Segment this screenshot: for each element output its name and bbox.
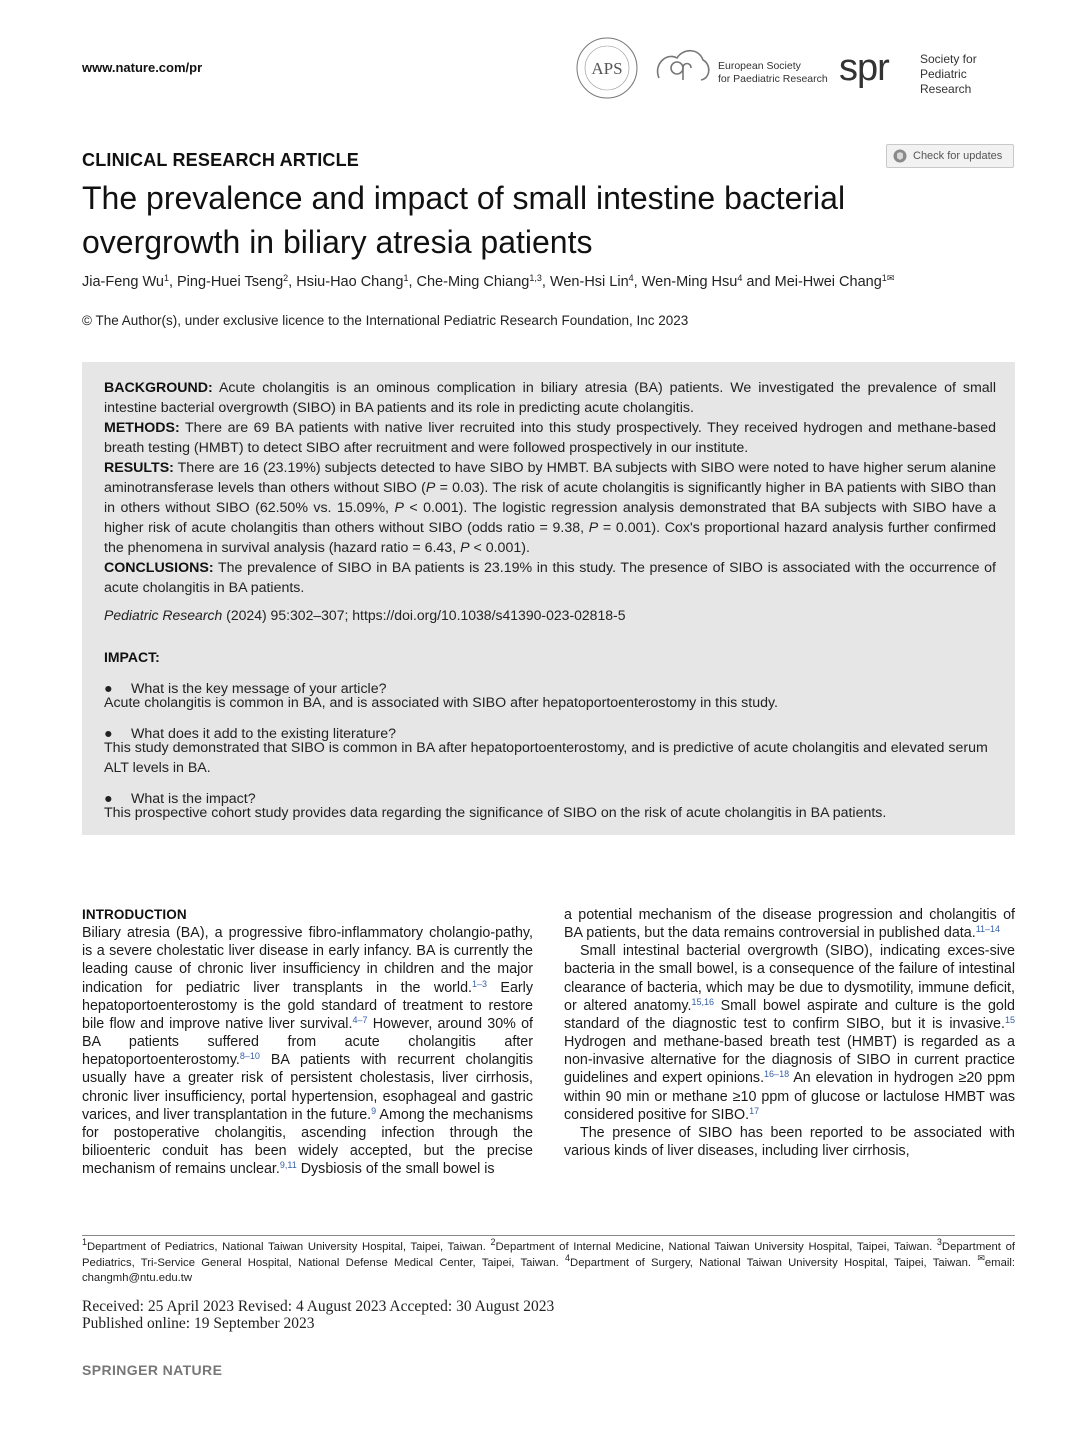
intro-paragraph: a potential mechanism of the disease progression and cholangitis of BA patients, but the data remains controversial in published data.$^{11-14}$ xyxy=(564,907,1015,942)
intro-paragraph: Biliary atresia (BA), a progressive fibro-inflammatory cholangio-pathy, is a severe cholestatic liver disease in early infancy. BA is currently the leading cause of chronic liver insufficiency in children and the major indication for pediatric liver transplants in the world.$^{1-3}$ Early hepatoportoenterostomy is the gold standard of treatment to restore bile flow and improve native liver survival.$^{4-7}$ However, around 30% of BA patients suffered from acute cholangitis after hepatoportoenterostomy.$^{8-10}$ BA patients with recurrent cholangitis usually have a greater risk of persistent cholestasis, liver cirrhosis, chronic liver insufficiency, portal hypertension, esophageal and gastric varices, and liver transplantation in the future.$^9$ Among the mechanisms for postoperative cholangitis, ascending infection through the bilioenteric conduit has been widely accepted, but the precise mechanism of remains unclear.$^{9,11}$ Dysbiosis of the small bowel is xyxy=(82,925,534,1178)
spr-logo xyxy=(839,44,921,90)
methods-text: There are 69 BA patients with native liver recruited into this study prospectively. They received hydrogen and methane-based breath testing (HMBT) to detect SIBO after recruitment and were followed prospectively in our institute. xyxy=(104,420,996,456)
email-icon: ✉ xyxy=(977,1252,985,1263)
body-column-right xyxy=(564,906,1015,1160)
reference-link[interactable]: 16–18 xyxy=(764,1069,790,1080)
publication-dates xyxy=(82,1298,554,1332)
bullet-icon: ● xyxy=(104,726,113,742)
publisher-logo: SPRINGER NATURE xyxy=(82,1362,223,1378)
reference-link[interactable]: 11–14 xyxy=(975,924,1001,935)
results-label: RESULTS: xyxy=(104,460,174,476)
corresponding-email[interactable]: email: changmh@ntu.edu.tw xyxy=(82,1256,1016,1285)
journal-url[interactable]: www.nature.com/pr xyxy=(82,60,203,75)
background-label: BACKGROUND: xyxy=(104,380,213,396)
impact-question: What does it add to the existing literature? xyxy=(131,726,396,742)
impact-question: What is the key message of your article? xyxy=(131,681,387,697)
author-name[interactable]: Hsiu-Hao Chang xyxy=(296,274,404,290)
citation xyxy=(104,607,625,623)
spr-name: Society for Pediatric Research xyxy=(920,52,977,96)
spr-mark-text: spr xyxy=(839,47,889,89)
reference-link[interactable]: 1–3 xyxy=(472,978,488,989)
article-type: CLINICAL RESEARCH ARTICLE xyxy=(82,150,360,170)
espr-name: European Society for Paediatric Research xyxy=(718,60,828,85)
aps-seal-logo xyxy=(575,36,639,100)
intro-paragraph: Small intestinal bacterial overgrowth (SIBO), indicating exces-sive bacteria in the small bowel, is a consequence of the failure of intestinal clearance of bacteria, which may be due to dysmotility, immune deficit, or altered anatomy.$^{15,16}$ Small bowel aspirate and culture is the gold standard of the diagnostic test to confirm SIBO, but it is invasive.$^{15}$ Hydrogen and methane-based breath test (HMBT) is regarded as a non-invasive alternative for the diagnosis of SIBO in current practice guidelines and expert opinions.$^{16-18}$ An elevation in hydrogen ≥20 ppm within 90 min or methane ≥10 ppm of glucose or lactulose HMBT was considered positive for SIBO.$^{17}$ xyxy=(564,943,1015,1123)
impact-question: What is the impact? xyxy=(131,791,256,807)
reference-link[interactable]: 4–7 xyxy=(352,1014,368,1025)
aps-label: APS xyxy=(591,59,623,78)
reference-link[interactable]: 17 xyxy=(749,1105,760,1116)
impact-heading: IMPACT: xyxy=(104,649,160,665)
check-updates-icon xyxy=(893,149,907,163)
section-heading-introduction: INTRODUCTION xyxy=(82,907,187,922)
email-icon[interactable]: ✉ xyxy=(886,273,895,283)
conclusions-text: The prevalence of SIBO in BA patients is 23.19% in this study. The presence of SIBO is associated with the occurrence of acute cholangitis in BA patients. xyxy=(104,560,996,596)
methods-label: METHODS: xyxy=(104,420,180,436)
article-title: The prevalence and impact of small intestine bacterial overgrowth in biliary atresia patients xyxy=(82,180,846,260)
background-text: Acute cholangitis is an ominous complication in biliary atresia (BA) patients. We investigated the prevalence of small intestine bacterial overgrowth (SIBO) in BA patients and its role in predicting acute cholangitis. xyxy=(104,380,996,416)
reference-link[interactable]: 15,16 xyxy=(691,996,714,1007)
impact-answer: This prospective cohort study provides data regarding the significance of SIBO on the risk of acute cholangitis in BA patients. xyxy=(104,805,887,821)
published-online: Published online: 19 September 2023 xyxy=(82,1315,315,1332)
received-revised-accepted: Received: 25 April 2023 Revised: 4 August 2023 Accepted: 30 August 2023 xyxy=(82,1298,555,1315)
impact-item xyxy=(104,789,996,823)
intro-paragraph: The presence of SIBO has been reported to be associated with various kinds of liver diseases, including liver cirrhosis, xyxy=(564,1124,1015,1160)
impact-answer: Acute cholangitis is common in BA, and is associated with SIBO after hepatoportoenterostomy in this study. xyxy=(104,695,778,711)
abstract-box xyxy=(82,362,1015,835)
conclusions-label: CONCLUSIONS: xyxy=(104,560,214,576)
reference-link[interactable]: 8–10 xyxy=(239,1051,260,1062)
check-updates-label: Check for updates xyxy=(913,150,1003,162)
author-name[interactable]: Wen-Hsi Lin xyxy=(549,274,629,290)
author-list: Jia-Feng Wu$^1$, Ping-Huei Tseng$^2$, Hsiu-Hao Chang$^1$, Che-Ming Chiang$^{1,3}$, Wen-Hsi Lin$^4$, Wen-Ming Hsu$^4$ and Mei-Hwei Chang$^{1✉}$ xyxy=(82,273,895,290)
author-name[interactable]: Wen-Ming Hsu xyxy=(641,274,738,290)
bullet-icon: ● xyxy=(104,791,113,807)
espr-logo xyxy=(653,44,713,86)
citation-details[interactable]: (2024) 95:302–307; https://doi.org/10.1038/s41390-023-02818-5 xyxy=(222,607,626,623)
author-name[interactable]: Ping-Huei Tseng xyxy=(177,274,284,290)
bullet-icon: ● xyxy=(104,681,113,697)
copyright-notice: © The Author(s), under exclusive licence to the International Pediatric Research Foundation, Inc 2023 xyxy=(82,313,689,328)
society-logos xyxy=(575,36,1020,102)
check-for-updates-button[interactable] xyxy=(886,144,1014,168)
reference-link[interactable]: 15 xyxy=(1004,1014,1015,1025)
journal-name: Pediatric Research xyxy=(104,607,223,623)
footnote-divider xyxy=(82,1235,1015,1236)
author-name[interactable]: Mei-Hwei Chang xyxy=(774,274,882,290)
abstract-text: BACKGROUND: Acute cholangitis is an ominous complication in biliary atresia (BA) patients. We investigated the prevalence of small intestine bacterial overgrowth (SIBO) in BA patients and its role in predicting acute cholangitis. METHODS: There are 69 BA patients with native liver recruited into this study prospectively. They received hydrogen and methane-based breath testing (HMBT) to detect SIBO after recruitment and were followed prospectively in our institute. RESULTS: There are 16 (23.19%) subjects detected to have SIBO by HMBT. BA subjects with SIBO were noted to have higher serum alanine aminotransferase levels than others without SIBO (P = 0.03). The risk of acute cholangitis is significantly higher in BA patients with SIBO than in others without SIBO (62.50% vs. 15.09%, P < 0.001). The logistic regression analysis demonstrated that BA subjects with SIBO have a higher risk of acute cholangitis than others without SIBO (odds ratio = 9.38, P = 0.001). Cox's proportional hazard analysis further confirmed the phenomena in survival analysis (hazard ratio = 6.43, P < 0.001). CONCLUSIONS: The prevalence of SIBO in BA patients is 23.19% in this study. The presence of SIBO is associated with the occurrence of acute cholangitis in BA patients. xyxy=(104,380,996,596)
impact-answer: This study demonstrated that SIBO is common in BA after hepatoportoenterostomy, and is predictive of acute cholangitis and elevated serum ALT levels in BA. xyxy=(104,740,988,776)
author-name[interactable]: Jia-Feng Wu xyxy=(82,274,164,290)
author-name[interactable]: Che-Ming Chiang xyxy=(416,274,530,290)
affiliations: $^1$Department of Pediatrics, National Taiwan University Hospital, Taipei, Taiwan. $^2$Department of Internal Medicine, National Taiwan University Hospital, Taipei, Taiwan. $^3$Department of Pediatrics, Tri-Service General Hospital, National Defense Medical Center, Taipei, Taiwan. $^4$Department of Surgery, National Taiwan University Hospital, Taipei, Taiwan. ✉email: changmh@ntu.edu.tw xyxy=(82,1237,1016,1285)
reference-link[interactable]: 9 xyxy=(371,1105,377,1116)
reference-link[interactable]: 9,11 xyxy=(279,1160,297,1171)
body-column-left xyxy=(82,906,533,1178)
impact-item xyxy=(104,724,996,778)
impact-item xyxy=(104,679,996,713)
